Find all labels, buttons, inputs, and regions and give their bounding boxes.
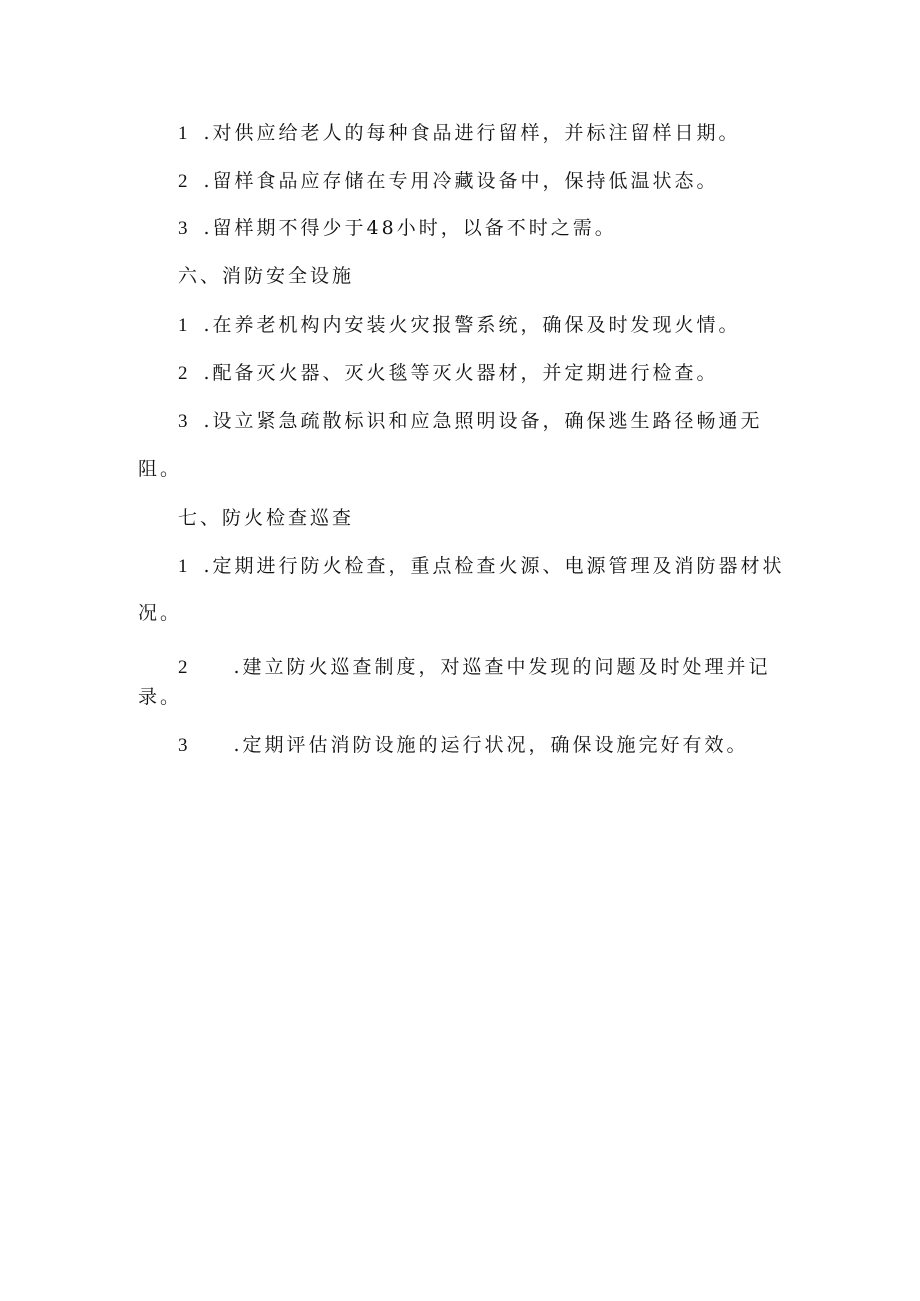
- item-number: 3: [178, 735, 188, 756]
- section-heading: 六、消防安全设施: [178, 265, 355, 287]
- list-item: [178, 121, 741, 146]
- item-text: .留样期不得少于48小时，以备不时之需。: [203, 217, 617, 239]
- item-text: .留样食品应存储在专用冷藏设备中，保持低温状态。: [203, 170, 719, 192]
- item-number: 2: [178, 657, 188, 678]
- list-item: [178, 655, 771, 680]
- section-heading: 七、防火检查巡查: [178, 507, 355, 529]
- list-item: [178, 409, 763, 434]
- item-text: .建立防火巡查制度，对巡查中发现的问题及时处理并记: [233, 656, 771, 678]
- list-item: [178, 169, 719, 194]
- list-item-continuation: 阻。: [138, 458, 183, 480]
- item-number: 3: [178, 218, 188, 239]
- item-text: .设立紧急疏散标识和应急照明设备，确保逃生路径畅通无: [203, 410, 763, 432]
- list-item-continuation: 录。: [138, 686, 183, 708]
- list-item: [178, 554, 785, 579]
- item-number: 1: [178, 556, 188, 577]
- item-text: .对供应给老人的每种食品进行留样，并标注留样日期。: [203, 122, 741, 144]
- item-text: .在养老机构内安装火灾报警系统，确保及时发现火情。: [203, 314, 741, 336]
- item-text: .定期评估消防设施的运行状况，确保设施完好有效。: [233, 734, 749, 756]
- list-item-continuation: 况。: [138, 602, 183, 624]
- list-item: [178, 216, 617, 241]
- item-text: .配备灭火器、灭火毯等灭火器材，并定期进行检查。: [203, 362, 719, 384]
- item-number: 2: [178, 171, 188, 192]
- list-item: [178, 733, 749, 758]
- list-item: [178, 313, 741, 338]
- item-text: .定期进行防火检查，重点检查火源、电源管理及消防器材状: [203, 555, 785, 577]
- item-number: 2: [178, 363, 188, 384]
- item-number: 1: [178, 123, 188, 144]
- list-item: [178, 361, 719, 386]
- item-number: 1: [178, 315, 188, 336]
- item-number: 3: [178, 411, 188, 432]
